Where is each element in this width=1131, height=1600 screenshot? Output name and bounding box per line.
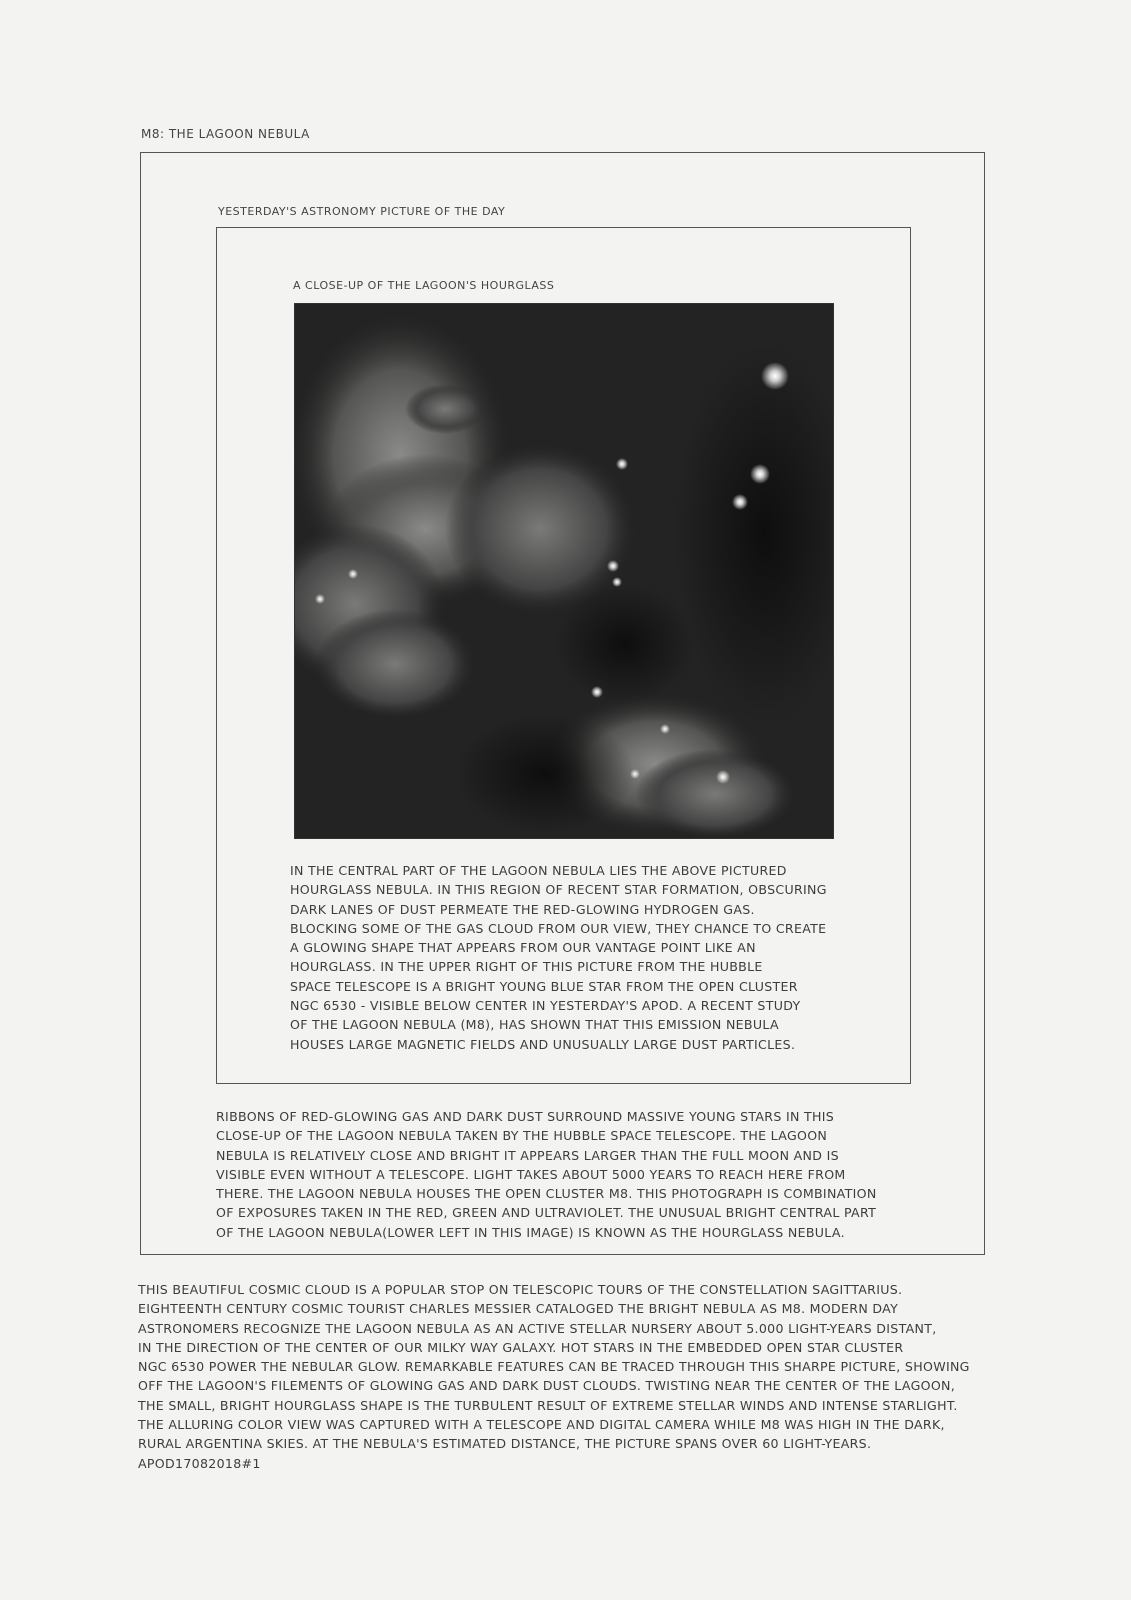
inner-caption [290, 861, 882, 1054]
dust-lane-bottom [455, 714, 635, 834]
cloud-bottom-right [635, 749, 795, 839]
text-line: THERE. THE LAGOON NEBULA HOUSES THE OPEN CLUSTER M8. THIS PHOTOGRAPH IS COMBINATION [216, 1186, 877, 1202]
star-lower-1 [591, 686, 603, 698]
text-line: SPACE TELESCOPE IS A BRIGHT YOUNG BLUE STAR FROM THE OPEN CLUSTER [290, 978, 798, 994]
text-line: DARK LANES OF DUST PERMEATE THE RED-GLOWING HYDROGEN GAS. [290, 901, 755, 917]
cloud-top-small [405, 384, 485, 434]
text-line: RIBBONS OF RED-GLOWING GAS AND DARK DUST SURROUND MASSIVE YOUNG STARS IN THIS [216, 1109, 835, 1124]
text-line: OF THE LAGOON NEBULA (M8), HAS SHOWN THAT THIS EMISSION NEBULA [290, 1017, 779, 1033]
middle-caption [216, 1107, 941, 1242]
text-line: HOURGLASS NEBULA. IN THIS REGION OF RECENT STAR FORMATION, OBSCURING [290, 882, 827, 898]
text-line: IN THE CENTRAL PART OF THE LAGOON NEBULA LIES THE ABOVE PICTURED [290, 863, 787, 878]
text-line: THIS BEAUTIFUL COSMIC CLOUD IS A POPULAR STOP ON TELESCOPIC TOURS OF THE CONSTELLATION SAGITTARIUS. [138, 1282, 903, 1297]
star-center-2 [607, 560, 619, 572]
star-right-2 [732, 494, 748, 510]
star-lower-4 [716, 770, 730, 784]
text-line: RURAL ARGENTINA SKIES. AT THE NEBULA'S ESTIMATED DISTANCE, THE PICTURE SPANS OVER 60 LIGHT-YEARS. [138, 1436, 872, 1452]
text-line: HOURGLASS. IN THE UPPER RIGHT OF THIS PICTURE FROM THE HUBBLE [290, 959, 763, 975]
closeup-title: A CLOSE-UP OF THE LAGOON'S HOURGLASS [293, 279, 555, 292]
apod-title: YESTERDAY'S ASTRONOMY PICTURE OF THE DAY [218, 205, 506, 218]
star-left-2 [315, 594, 325, 604]
text-line: OFF THE LAGOON'S FILEMENTS OF GLOWING GAS AND DARK DUST CLOUDS. TWISTING NEAR THE CENTER OF THE LAGOON, [138, 1378, 956, 1394]
text-line: HOUSES LARGE MAGNETIC FIELDS AND UNUSUALLY LARGE DUST PARTICLES. [290, 1036, 796, 1052]
star-center-3 [612, 577, 622, 587]
star-lower-3 [630, 769, 640, 779]
text-line: ASTRONOMERS RECOGNIZE THE LAGOON NEBULA AS AN ACTIVE STELLAR NURSERY ABOUT 5.000 LIGHT-YEARS DISTANT, [138, 1320, 937, 1336]
text-line: NEBULA IS RELATIVELY CLOSE AND BRIGHT IT APPEARS LARGER THAN THE FULL MOON AND IS [216, 1147, 839, 1163]
cloud-lower-left [315, 609, 475, 719]
text-line: A GLOWING SHAPE THAT APPEARS FROM OUR VANTAGE POINT LIKE AN [290, 940, 756, 956]
text-line: OF THE LAGOON NEBULA(LOWER LEFT IN THIS IMAGE) IS KNOWN AS THE HOURGLASS NEBULA. [216, 1224, 845, 1240]
star-left [348, 569, 358, 579]
text-line: THE ALLURING COLOR VIEW WAS CAPTURED WITH A TELESCOPE AND DIGITAL CAMERA WHILE M8 WAS HIGH IN THE DARK, [138, 1417, 945, 1433]
nebula-drawing [294, 303, 834, 839]
outer-caption [138, 1280, 1018, 1473]
text-line: NGC 6530 - VISIBLE BELOW CENTER IN YESTERDAY'S APOD. A RECENT STUDY [290, 998, 801, 1014]
page-title: M8: THE LAGOON NEBULA [141, 127, 310, 141]
text-line: BLOCKING SOME OF THE GAS CLOUD FROM OUR VIEW, THEY CHANCE TO CREATE [290, 920, 827, 936]
star-right-1 [750, 464, 770, 484]
text-line: THE SMALL, BRIGHT HOURGLASS SHAPE IS THE TURBULENT RESULT OF EXTREME STELLAR WINDS AND INTENSE STARLIGHT. [138, 1397, 958, 1413]
reference-code: APOD17082018#1 [138, 1455, 261, 1471]
text-line: IN THE DIRECTION OF THE CENTER OF OUR MILKY WAY GALAXY. HOT STARS IN THE EMBEDDED OPEN STAR CLUSTER [138, 1339, 904, 1355]
dust-lane-center [555, 584, 695, 704]
text-line: OF EXPOSURES TAKEN IN THE RED, GREEN AND ULTRAVIOLET. THE UNUSUAL BRIGHT CENTRAL PART [216, 1205, 877, 1221]
text-line: NGC 6530 POWER THE NEBULAR GLOW. REMARKABLE FEATURES CAN BE TRACED THROUGH THIS SHARPE PICTURE, SHOWING [138, 1359, 970, 1375]
text-line: VISIBLE EVEN WITHOUT A TELESCOPE. LIGHT TAKES ABOUT 5000 YEARS TO REACH HERE FROM [216, 1166, 846, 1182]
star-center-1 [616, 458, 628, 470]
star-lower-2 [660, 724, 670, 734]
text-line: CLOSE-UP OF THE LAGOON NEBULA TAKEN BY THE HUBBLE SPACE TELESCOPE. THE LAGOON [216, 1128, 828, 1144]
text-line: EIGHTEENTH CENTURY COSMIC TOURIST CHARLES MESSIER CATALOGED THE BRIGHT NEBULA AS M8. MODERN DAY [138, 1301, 899, 1317]
star-upper-right [761, 362, 789, 390]
